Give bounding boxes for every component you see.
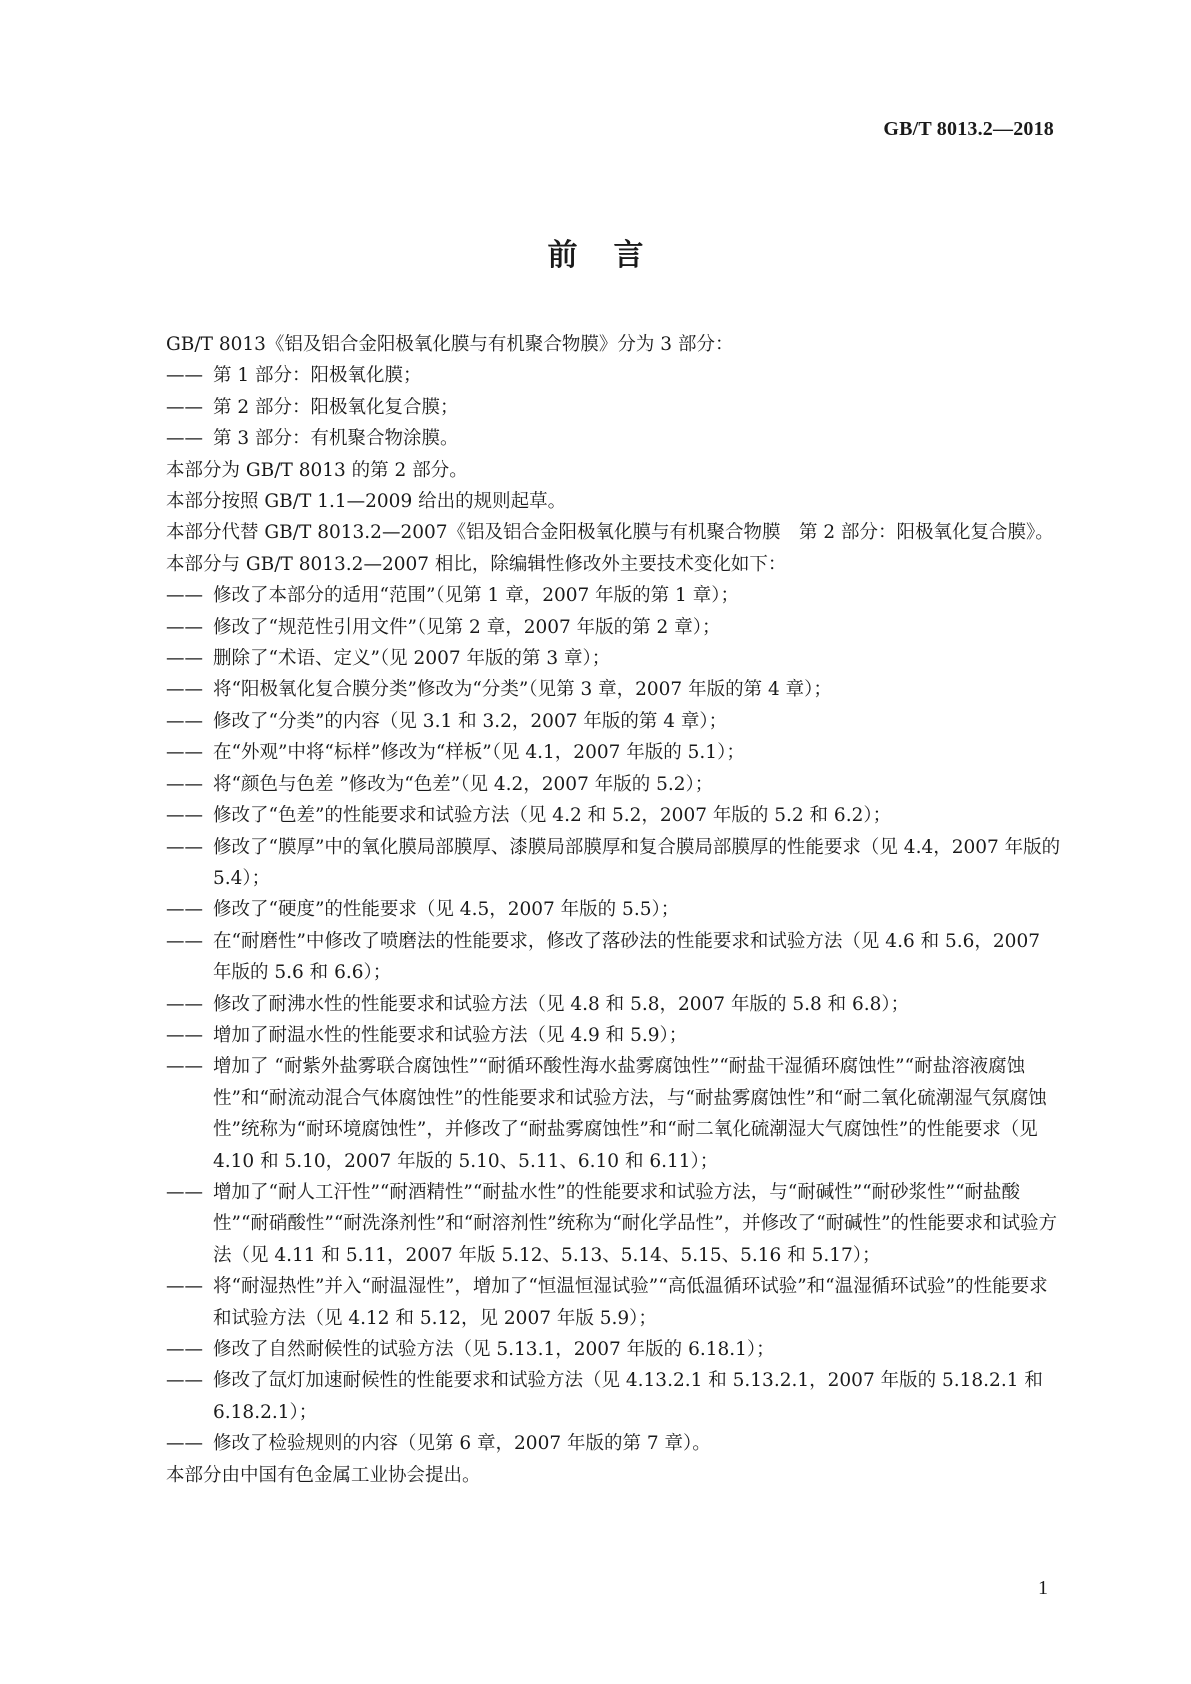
dash-marker: —— — [166, 1024, 203, 1046]
list-item-text: 修改了“硬度”的性能要求（见 4.5，2007 年版的 5.5）； — [213, 899, 680, 921]
list-item — [126, 1271, 1062, 1334]
list-item — [126, 894, 1062, 925]
dash-marker: —— — [166, 930, 203, 952]
paragraph: 本部分与 GB/T 8013.2—2007 相比，除编辑性修改外主要技术变化如下： — [166, 553, 787, 575]
list-item — [126, 674, 1062, 705]
list-item-text: 修改了自然耐候性的试验方法（见 5.13.1，2007 年版的 6.18.1）； — [213, 1339, 775, 1360]
paragraph: 本部分为 GB/T 8013 的第 2 部分。 — [166, 459, 468, 481]
dash-marker: —— — [166, 805, 203, 827]
list-item — [126, 832, 1062, 895]
dash-marker: —— — [166, 899, 203, 921]
list-item — [126, 612, 1062, 643]
list-item-text: 将“颜色与色差 ”修改为“色差”（见 4.2，2007 年版的 5.2）； — [213, 773, 714, 795]
dash-marker: —— — [166, 585, 203, 607]
list-item-text: 在“耐磨性”中修改了喷磨法的性能要求，修改了落砂法的性能要求和试验方法（见 4.6 和 5.6，2007 年版的 5.6 和 6.6）； — [213, 930, 1040, 984]
list-item — [126, 1428, 1062, 1459]
dash-marker: —— — [166, 1056, 203, 1078]
paragraph: 本部分按照 GB/T 1.1—2009 给出的规则起草。 — [166, 491, 567, 513]
list-item-text: 修改了氙灯加速耐候性的性能要求和试验方法（见 4.13.2.1 和 5.13.2.1，2007 年版的 5.18.2.1 和 6.18.2.1）； — [213, 1370, 1043, 1423]
list-item-text: 增加了耐温水性的性能要求和试验方法（见 4.9 和 5.9）； — [213, 1024, 688, 1046]
list-item-text: 第 2 部分：阳极氧化复合膜； — [213, 396, 459, 418]
list-item-text: 第 1 部分：阳极氧化膜； — [213, 365, 422, 387]
list-item-text: 增加了 “耐紫外盐雾联合腐蚀性”“耐循环酸性海水盐雾腐蚀性”“耐盐干湿循环腐蚀性”“耐盐溶液腐蚀性”和“耐流动混合气体腐蚀性”的性能要求和试验方法，与“耐盐雾腐蚀性”和“耐二氧化硫潮湿气氛腐蚀性”统称为“耐环境腐蚀性”，并修改了“耐盐雾腐蚀性”和“耐二氧化硫潮湿大气腐蚀性”的性能要求（见 4.10 和 5.10，2007 年版的 5.10、5.11、6.10 和 6.11）； — [213, 1056, 1047, 1172]
list-item — [126, 737, 1062, 768]
list-item-text: 增加了“耐人工汗性”“耐酒精性”“耐盐水性”的性能要求和试验方法，与“耐碱性”“耐砂浆性”“耐盐酸性”“耐硝酸性”“耐洗涤剂性”和“耐溶剂性”统称为“耐化学品性”，并修改了“耐碱性”的性能要求和试验方法（见 4.11 和 5.11，2007 年版 5.12、5.13、5.14、5.15、5.16 和 5.17）； — [213, 1181, 1058, 1266]
list-item-text: 将“耐湿热性”并入“耐温湿性”，增加了“恒温恒湿试验”“高低温循环试验”和“温湿循环试验”的性能要求和试验方法（见 4.12 和 5.12，见 2007 年版 5.9）； — [213, 1276, 1048, 1329]
list-item — [126, 1020, 1062, 1051]
list-item — [126, 706, 1062, 737]
dash-marker: —— — [166, 365, 203, 387]
list-item — [126, 360, 1062, 391]
list-item-text: 修改了“分类”的内容（见 3.1 和 3.2，2007 年版的第 4 章）； — [213, 710, 728, 732]
page-title: 前言 — [547, 238, 680, 273]
page-number: 1 — [1038, 1577, 1048, 1599]
list-item — [126, 643, 1062, 674]
list-item — [126, 926, 1062, 989]
dash-marker: —— — [166, 648, 203, 670]
list-item-text: 第 3 部分：有机聚合物涂膜。 — [213, 428, 459, 450]
list-item-text: 修改了本部分的适用“范围”（见第 1 章，2007 年版的第 1 章）； — [213, 585, 739, 607]
list-item-text: 在“外观”中将“标样”修改为“样板”（见 4.1，2007 年版的 5.1）； — [213, 742, 745, 764]
dash-marker: —— — [166, 1181, 203, 1203]
list-item — [126, 1365, 1062, 1428]
dash-marker: —— — [166, 773, 203, 795]
list-item — [126, 769, 1062, 800]
dash-marker: —— — [166, 742, 203, 764]
list-item-text: 修改了耐沸水性的性能要求和试验方法（见 4.8 和 5.8，2007 年版的 5.8 和 6.8）； — [213, 993, 910, 1015]
list-item-text: 修改了检验规则的内容（见第 6 章，2007 年版的第 7 章）。 — [213, 1433, 711, 1455]
list-item — [126, 989, 1062, 1020]
foreword-body — [126, 329, 1062, 1491]
dash-marker: —— — [166, 396, 203, 418]
list-item — [126, 423, 1062, 454]
dash-marker: —— — [166, 1339, 203, 1360]
dash-marker: —— — [166, 616, 203, 638]
dash-marker: —— — [166, 1276, 203, 1298]
list-item — [126, 1177, 1062, 1271]
list-item-text: 删除了“术语、定义”（见 2007 年版的第 3 章）； — [213, 648, 611, 670]
list-item-text: 将“阳极氧化复合膜分类”修改为“分类”（见第 3 章，2007 年版的第 4 章）； — [213, 679, 832, 701]
list-item-text: 修改了“膜厚”中的氧化膜局部膜厚、漆膜局部膜厚和复合膜局部膜厚的性能要求（见 4.4，2007 年版的 5.4）； — [213, 836, 1061, 889]
paragraph: GB/T 8013《铝及铝合金阳极氧化膜与有机聚合物膜》分为 3 部分： — [166, 334, 734, 355]
standard-code: GB/T 8013.2—2018 — [883, 118, 1054, 140]
list-item-text: 修改了“色差”的性能要求和试验方法（见 4.2 和 5.2，2007 年版的 5.2 和 6.2）； — [213, 805, 892, 827]
list-item — [126, 1334, 1062, 1365]
paragraph: 本部分代替 GB/T 8013.2—2007《铝及铝合金阳极氧化膜与有机聚合物膜 第 2 部分：阳极氧化复合膜》。 — [166, 522, 1054, 544]
dash-marker: —— — [166, 836, 203, 858]
list-item — [126, 392, 1062, 423]
list-item — [126, 580, 1062, 611]
dash-marker: —— — [166, 1433, 203, 1455]
list-item — [126, 800, 1062, 831]
dash-marker: —— — [166, 710, 203, 732]
dash-marker: —— — [166, 428, 203, 450]
paragraph: 本部分由中国有色金属工业协会提出。 — [166, 1464, 481, 1486]
list-item-text: 修改了“规范性引用文件”（见第 2 章，2007 年版的第 2 章）； — [213, 616, 721, 638]
dash-marker: —— — [166, 1370, 203, 1392]
dash-marker: —— — [166, 993, 203, 1015]
dash-marker: —— — [166, 679, 203, 701]
list-item — [126, 1051, 1062, 1177]
